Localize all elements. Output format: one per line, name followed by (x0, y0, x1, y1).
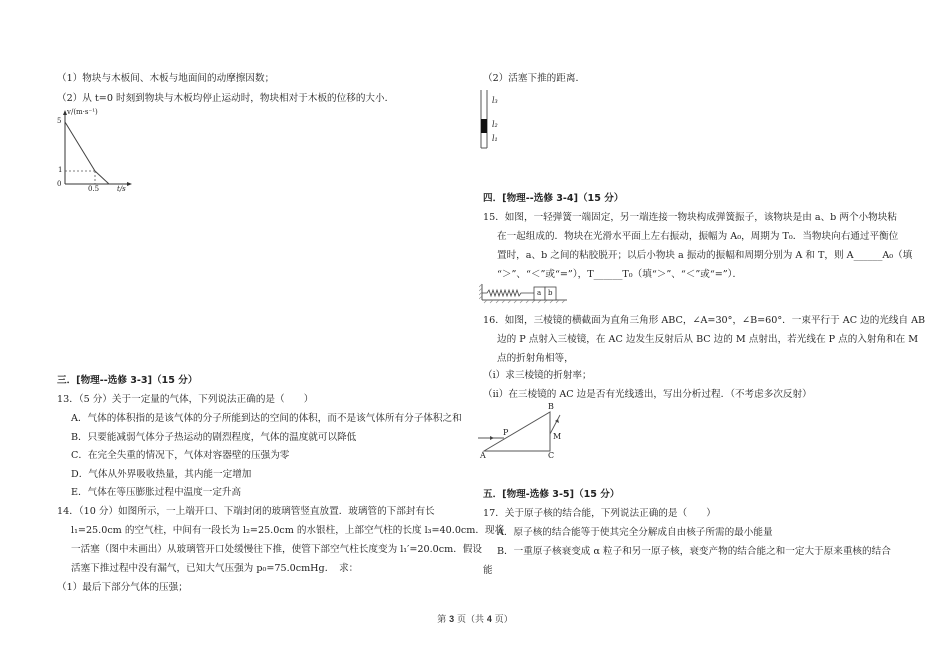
footer-middle: 页（共 (454, 615, 487, 625)
block-b-label: b (548, 289, 553, 297)
q13-stem: 13．（5 分）关于一定量的气体，下列说法正确的是（ ） (57, 394, 314, 405)
q17-option-b-wrap: 能 (483, 565, 493, 576)
page-footer (0, 612, 950, 625)
prism-label-a: A (480, 451, 486, 460)
footer-suffix: 页） (491, 615, 513, 625)
q13-option-b: B．只要能减弱气体分子热运动的剧烈程度，气体的温度就可以降低 (71, 432, 357, 443)
q15-line-3: 置时，a、b 之间的粘胶脱开；以后小物块 a 振动的振幅和周期分别为 A 和 T，则 A______A₀（填 (497, 250, 913, 261)
footer-total-pages: 4 (486, 614, 492, 624)
block-a-label: a (537, 289, 542, 297)
q16-line-2: 边的 P 点射入三棱镜，在 AC 边发生反射后从 BC 边的 M 点射出，若光线在 P 点的入射角和在 M (497, 334, 919, 345)
footer-page-number: 3 (449, 614, 455, 624)
q13-option-e: E．气体在等压膨胀过程中温度一定升高 (71, 487, 242, 498)
vt-y-tick-1: 1 (58, 166, 63, 174)
q12-part-1: （1）物块与木板间、木板与地面间的动摩擦因数； (57, 73, 275, 84)
q14-part-1: （1）最后下部分气体的压强； (57, 582, 188, 593)
prism-label-b: B (548, 402, 554, 411)
q16-line-1: 16．如图，三棱镜的横截面为直角三角形 ABC，∠A=30°，∠B=60°．一束平行于 AC 边的光线自 AB (483, 315, 926, 326)
q14-part-2: （2）活塞下推的距离． (483, 73, 586, 84)
vt-y-tick-5: 5 (57, 117, 62, 125)
q17-option-a: A．原子核的结合能等于使其完全分解成自由核子所需的最小能量 (497, 527, 773, 538)
q13-option-a: A．气体的体积指的是该气体的分子所能到达的空间的体积，而不是该气体所有分子体积之和 (71, 413, 462, 424)
prism-figure (478, 402, 573, 460)
q17-option-b: B．一重原子核衰变成 α 粒子和另一原子核，衰变产物的结合能之和一定大于原来重核的结合 (497, 546, 891, 557)
spring-oscillator-figure (479, 282, 569, 304)
q15-line-2: 在一起组成的．物块在光滑水平面上左右振动，振幅为 A₀，周期为 T₀．当物块向右通过平衡位 (497, 231, 899, 242)
tube-label-l3: l₃ (492, 96, 498, 105)
q15-line-1: 15．如图，一轻弹簧一端固定，另一端连接一物块构成弹簧振子，该物块是由 a、b 两个小物块粘 (483, 212, 897, 223)
tube-label-l1: l₁ (492, 134, 498, 143)
section-4-heading: 四．[物理--选修 3-4]（15 分） (483, 193, 624, 204)
vt-y-axis-label: v/(m·s⁻¹) (67, 108, 98, 116)
q12-part-2: （2）从 t=0 时刻到物块与木板均停止运动时，物块相对于木板的位移的大小． (57, 93, 395, 104)
prism-label-c: C (548, 451, 555, 460)
q14-line-2: l₁=25.0cm 的空气柱，中间有一段长为 l₂=25.0cm 的水银柱，上部空气柱的长度 l₃=40.0cm．现将 (71, 525, 505, 536)
prism-label-m: M (553, 432, 562, 441)
q13-option-c: C．在完全失重的情况下，气体对容器壁的压强为零 (71, 450, 290, 461)
q16-part-ii: （ii）在三棱镜的 AC 边是否有光线透出，写出分析过程．（不考虑多次反射） (483, 389, 812, 400)
q14-line-3: 一活塞（图中未画出）从玻璃管开口处缓慢往下推，使管下部空气柱长度变为 l₁′=20.0cm．假设 (71, 544, 482, 555)
vt-x-axis-label: t/s (117, 185, 126, 193)
glass-tube-figure (479, 90, 509, 152)
tube-label-l2: l₂ (492, 120, 498, 129)
vt-x-tick-05: 0.5 (88, 185, 100, 193)
q14-line-4: 活塞下推过程中没有漏气，已知大气压强为 p₀=75.0cmHg． 求： (71, 563, 359, 574)
footer-prefix: 第 (437, 615, 450, 625)
vt-origin-0: 0 (57, 180, 62, 188)
q13-option-d: D．气体从外界吸收热量，其内能一定增加 (71, 469, 252, 480)
q16-part-i: （i）求三棱镜的折射率； (483, 370, 592, 381)
q16-line-3: 点的折射角相等， (497, 353, 574, 364)
section-3-heading: 三．[物理--选修 3-3]（15 分） (57, 375, 198, 386)
q17-stem: 17．关于原子核的结合能，下列说法正确的是（ ） (483, 508, 716, 519)
q14-line-1: 14．（10 分）如图所示，一上端开口、下端封闭的玻璃管竖直放置．玻璃管的下部封有长 (57, 506, 435, 517)
prism-label-p: P (503, 428, 509, 437)
section-5-heading: 五．[物理-选修 3-5]（15 分） (483, 489, 620, 500)
q15-line-4: “＞”、“＜”或“=”），T______T₀（填“＞”、“＜”或“=”）． (497, 269, 743, 280)
vt-graph (57, 108, 157, 193)
